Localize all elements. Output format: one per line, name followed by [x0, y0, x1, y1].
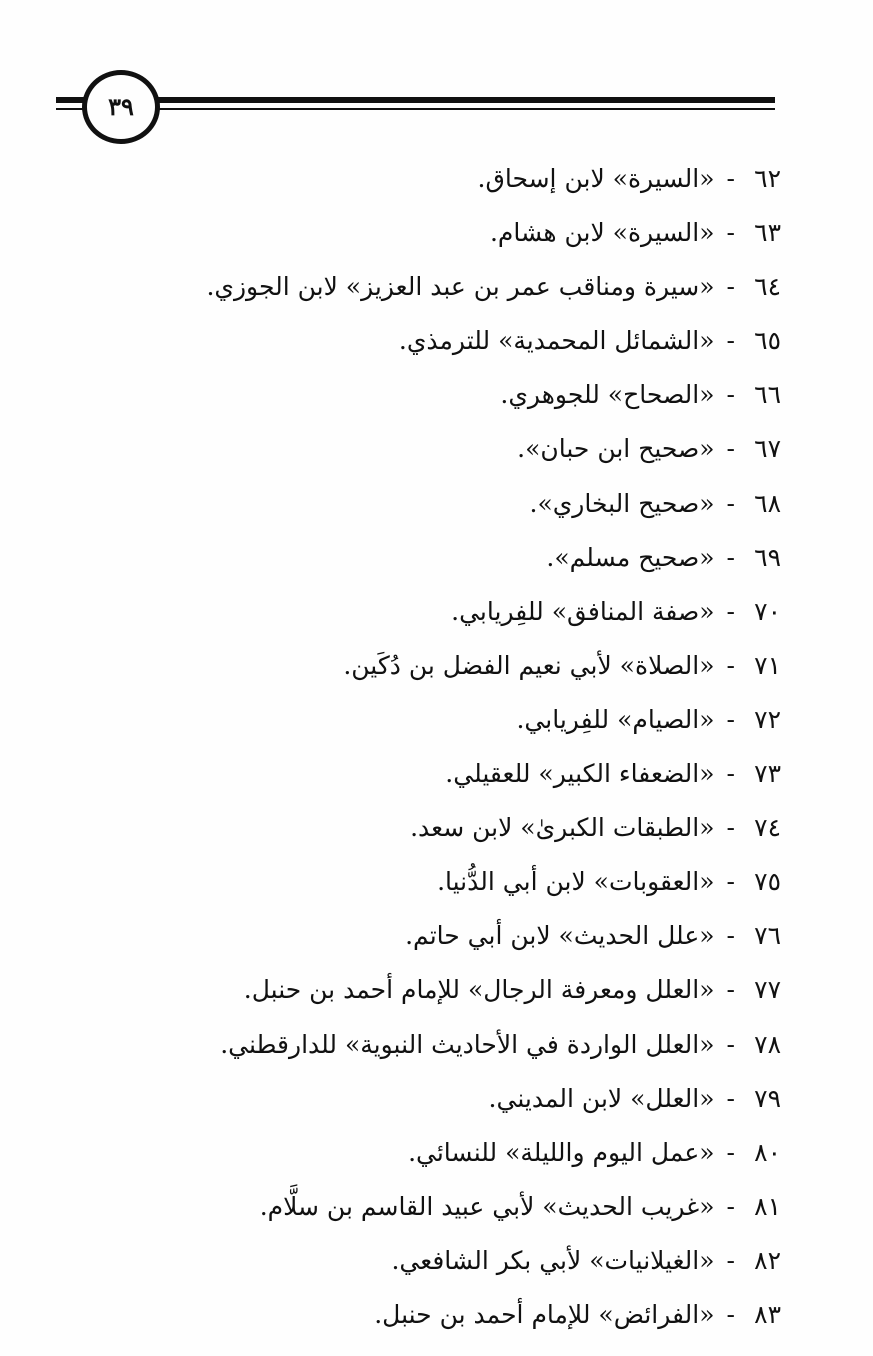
- entry-number: ٧١: [754, 650, 781, 680]
- entry-text: «العلل ومعرفة الرجال» للإمام أحمد بن حنبل.: [243, 975, 715, 1005]
- entry-text: «العلل» لابن المديني.: [488, 1083, 715, 1113]
- entry-number: ٧٢: [754, 704, 781, 734]
- entry-number: ٨٢: [754, 1245, 781, 1275]
- entry-dash: -: [726, 867, 735, 897]
- entry-number: ٧٥: [754, 867, 781, 897]
- bibliography-list: [81, 152, 781, 1342]
- list-item: [81, 1288, 781, 1342]
- list-item: [81, 206, 781, 260]
- list-item: [81, 422, 781, 476]
- list-item: [81, 801, 781, 855]
- entry-text: «العلل الواردة في الأحاديث النبوية» للدارقطني.: [220, 1029, 715, 1059]
- entry-text: «عمل اليوم والليلة» للنسائي.: [408, 1137, 715, 1167]
- entry-number: ٧٣: [754, 759, 781, 789]
- list-item: [81, 152, 781, 206]
- entry-number: ٦٥: [754, 326, 781, 356]
- entry-number: ٧٩: [754, 1083, 781, 1113]
- entry-dash: -: [726, 813, 735, 843]
- entry-text: «صفة المنافق» للفِريابي.: [451, 596, 715, 626]
- entry-dash: -: [726, 488, 735, 518]
- entry-dash: -: [726, 434, 735, 464]
- list-item: [81, 1072, 781, 1126]
- entry-number: ٦٧: [754, 434, 781, 464]
- entry-number: ٦٢: [754, 164, 781, 193]
- entry-number: ٨٠: [754, 1137, 781, 1167]
- entry-text: «صحيح ابن حبان».: [517, 434, 715, 464]
- entry-text: «الطبقات الكبرىٰ» لابن سعد.: [410, 813, 715, 843]
- entry-number: ٦٦: [754, 380, 781, 410]
- entry-number: ٧٦: [754, 921, 781, 951]
- entry-number: ٧٧: [754, 975, 781, 1005]
- list-item: [81, 1180, 781, 1234]
- page-number: ٣٩: [108, 92, 134, 121]
- entry-text: «السيرة» لابن هشام.: [489, 218, 715, 248]
- entry-dash: -: [726, 921, 735, 951]
- entry-text: «الصلاة» لأبي نعيم الفضل بن دُكَين.: [343, 650, 715, 680]
- entry-dash: -: [726, 759, 735, 789]
- entry-dash: -: [726, 164, 735, 193]
- entry-dash: -: [726, 1137, 735, 1167]
- list-item: [81, 368, 781, 422]
- list-item: [81, 314, 781, 368]
- list-item: [81, 585, 781, 639]
- entry-text: «العقوبات» لابن أبي الدُّنيا.: [437, 867, 715, 897]
- entry-dash: -: [726, 1299, 735, 1329]
- entry-text: «الضعفاء الكبير» للعقيلي.: [445, 759, 715, 789]
- entry-number: ٦٣: [754, 218, 781, 248]
- entry-dash: -: [726, 704, 735, 734]
- entry-number: ٨٣: [754, 1299, 781, 1329]
- list-item: [81, 531, 781, 585]
- entry-dash: -: [726, 650, 735, 680]
- entry-dash: -: [726, 218, 735, 248]
- entry-dash: -: [726, 326, 735, 356]
- entry-number: ٧٤: [754, 813, 781, 843]
- entry-number: ٦٩: [754, 542, 781, 572]
- entry-text: «الفرائض» للإمام أحمد بن حنبل.: [374, 1299, 715, 1329]
- list-item: [81, 1126, 781, 1180]
- entry-dash: -: [726, 1029, 735, 1059]
- entry-number: ٨١: [754, 1191, 781, 1221]
- entry-number: ٧٠: [754, 596, 781, 626]
- list-item: [81, 855, 781, 909]
- entry-text: «صحيح البخاري».: [529, 488, 715, 518]
- entry-text: «علل الحديث» لابن أبي حاتم.: [405, 921, 715, 951]
- list-item: [81, 909, 781, 963]
- list-item: [81, 1018, 781, 1072]
- list-item: [81, 963, 781, 1017]
- header-rule-thin: [56, 108, 775, 110]
- entry-dash: -: [726, 380, 735, 410]
- entry-dash: -: [726, 542, 735, 572]
- entry-text: «سيرة ومناقب عمر بن عبد العزيز» لابن الجوزي.: [206, 272, 715, 302]
- list-item: [81, 747, 781, 801]
- entry-number: ٧٨: [754, 1029, 781, 1059]
- entry-dash: -: [726, 596, 735, 626]
- entry-text: «الغيلانيات» لأبي بكر الشافعي.: [391, 1245, 715, 1275]
- entry-number: ٦٨: [754, 488, 781, 518]
- entry-dash: -: [726, 975, 735, 1005]
- entry-text: «الصيام» للفِريابي.: [516, 704, 715, 734]
- list-item: [81, 1234, 781, 1288]
- list-item: [81, 477, 781, 531]
- entry-text: «الشمائل المحمدية» للترمذي.: [398, 326, 715, 356]
- entry-text: «صحيح مسلم».: [546, 542, 715, 572]
- entry-dash: -: [726, 1245, 735, 1275]
- entry-text: «السيرة» لابن إسحاق.: [477, 164, 715, 193]
- page-header: [0, 0, 873, 160]
- entry-dash: -: [726, 272, 735, 302]
- list-item: [81, 639, 781, 693]
- entry-number: ٦٤: [754, 272, 781, 302]
- list-item: [81, 260, 781, 314]
- entry-dash: -: [726, 1083, 735, 1113]
- list-item: [81, 693, 781, 747]
- entry-text: «الصحاح» للجوهري.: [500, 380, 715, 410]
- header-rule-thick: [56, 97, 775, 103]
- page-number-badge: [82, 70, 160, 144]
- entry-dash: -: [726, 1191, 735, 1221]
- entry-text: «غريب الحديث» لأبي عبيد القاسم بن سلَّام.: [259, 1191, 715, 1221]
